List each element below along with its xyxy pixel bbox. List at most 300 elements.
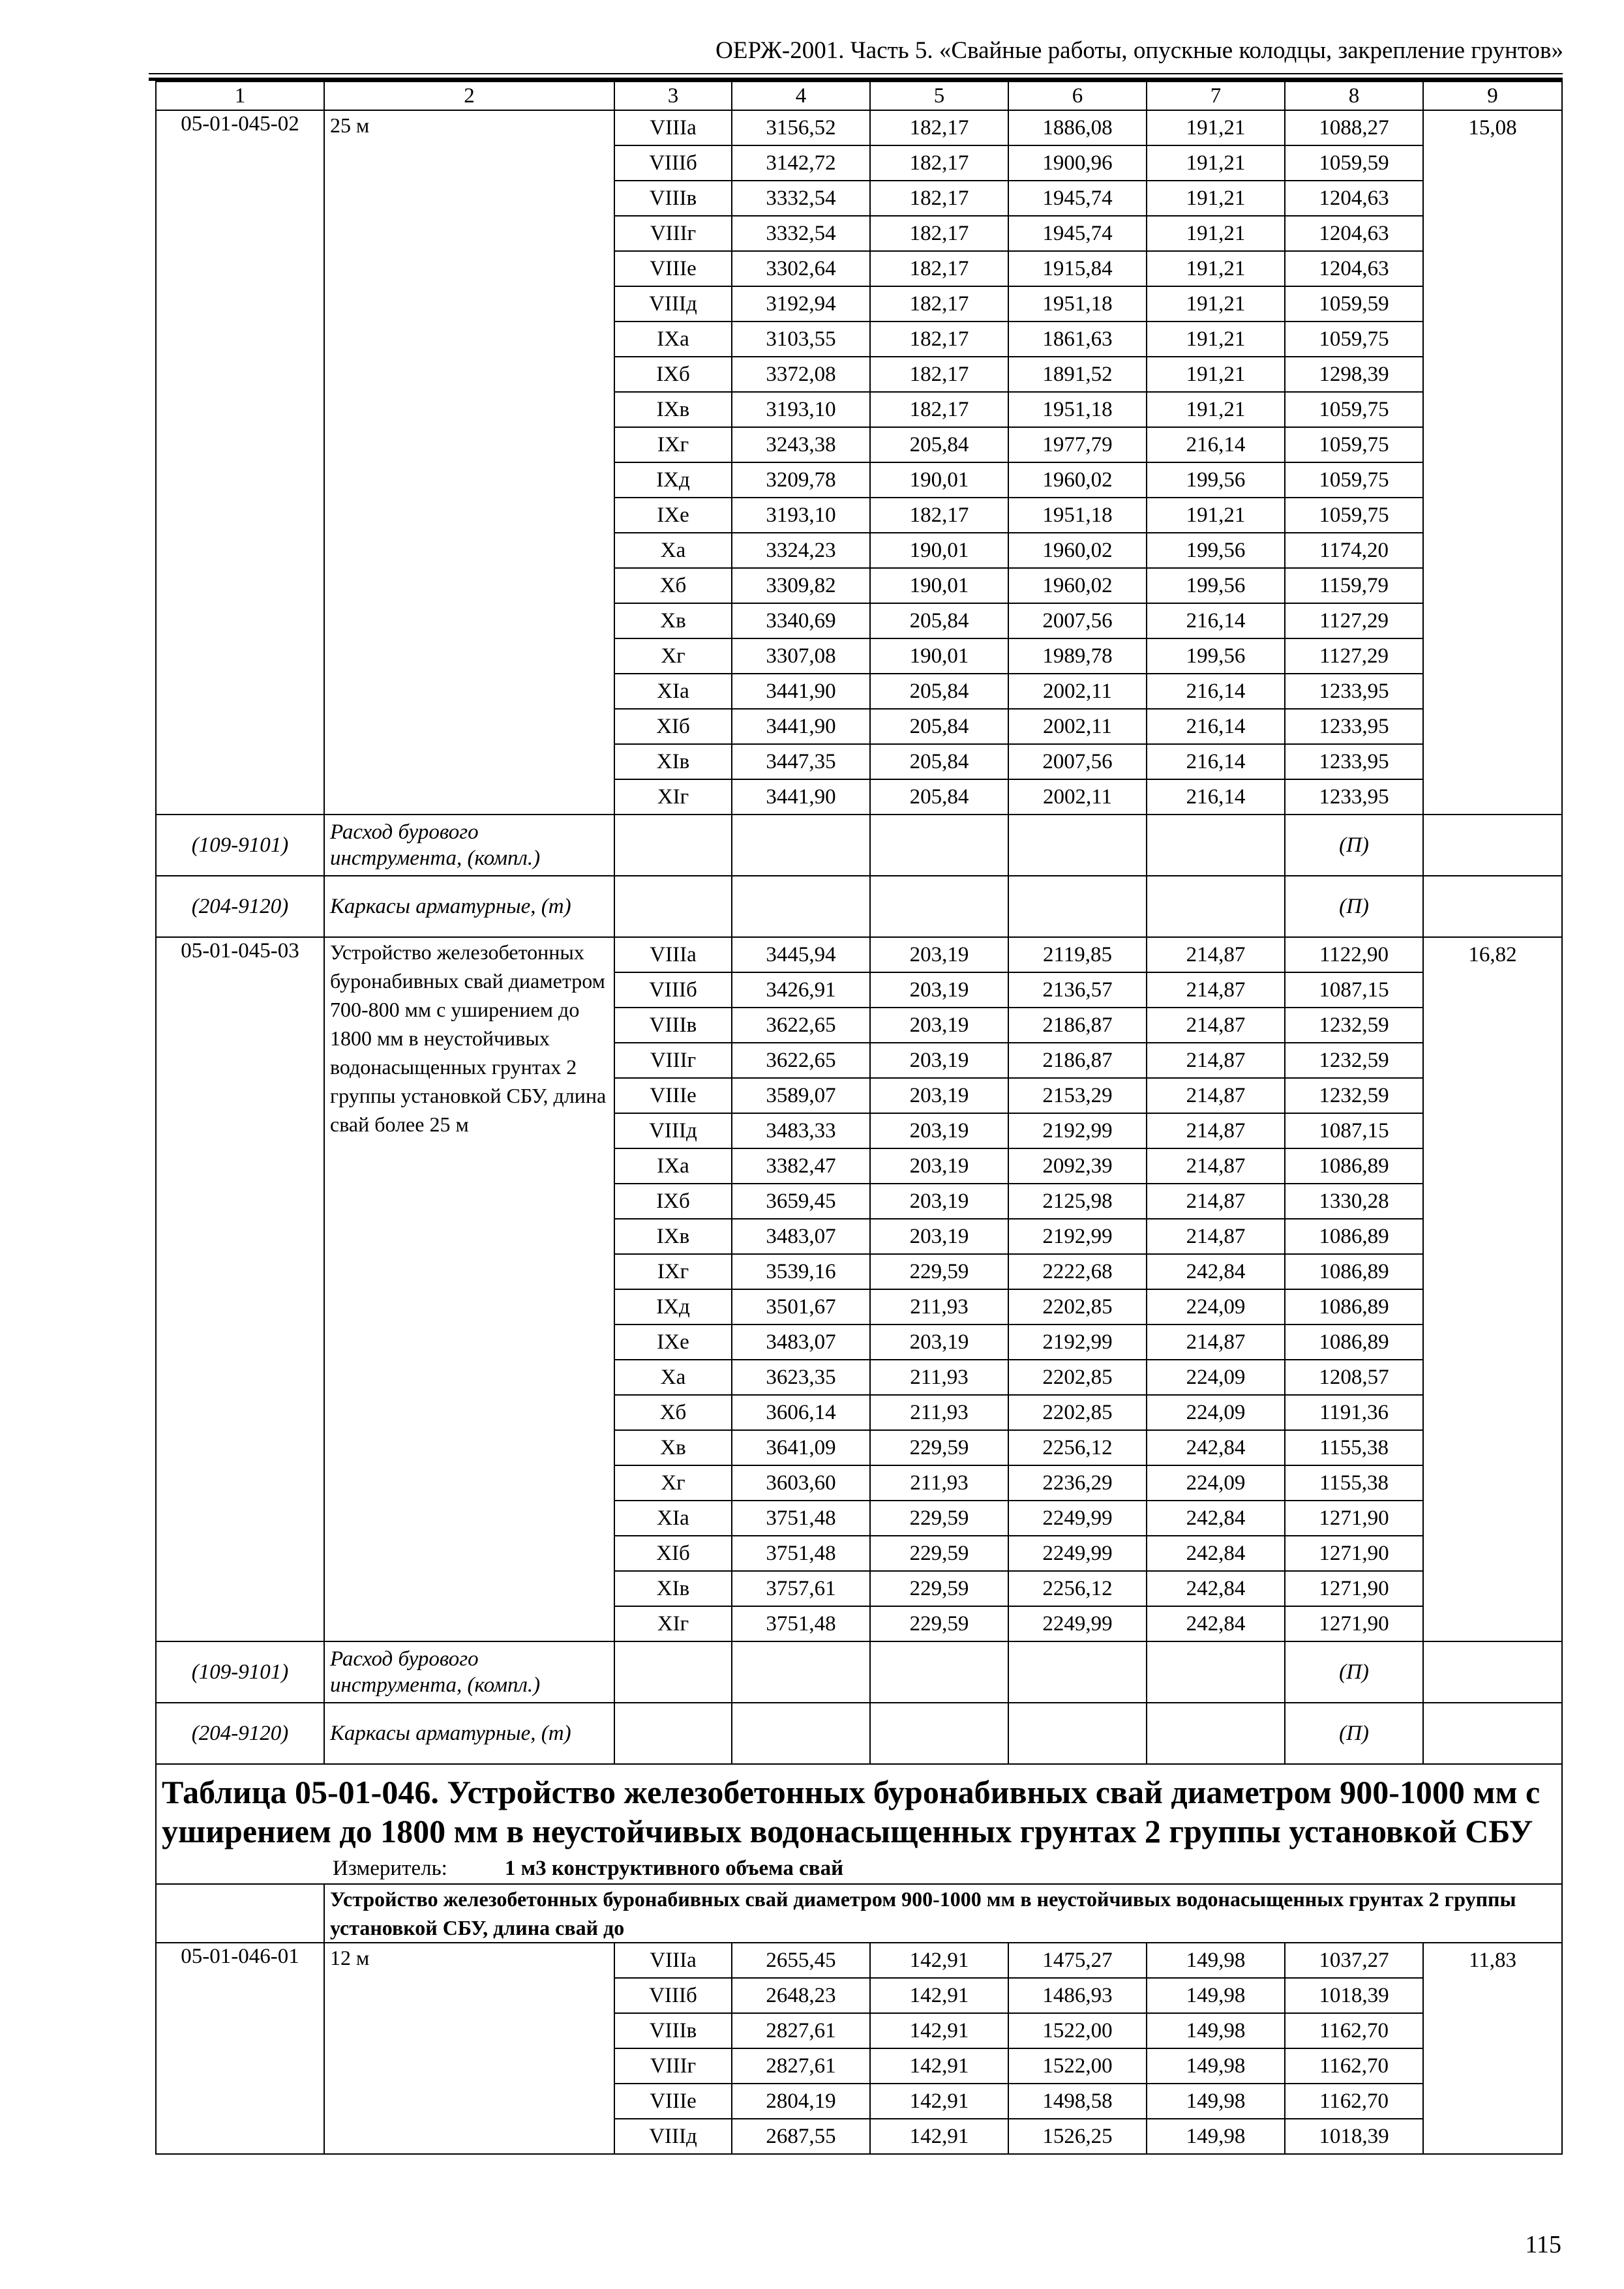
value-cell: 1162,70 [1285,2013,1423,2048]
category-cell: Xв [614,1430,732,1465]
value-cell: 199,56 [1147,462,1285,498]
material-row [156,1703,1562,1764]
value-cell: 182,17 [870,498,1008,533]
value-cell: 2827,61 [732,2013,870,2048]
value-cell: 190,01 [870,568,1008,603]
material-name: Каркасы арматурные, (т) [324,876,614,937]
category-cell: VIIIг [614,2048,732,2084]
value-cell: 1271,90 [1285,1501,1423,1536]
value-cell: 1018,39 [1285,1978,1423,2013]
category-cell: Xа [614,533,732,568]
value-cell: 1233,95 [1285,674,1423,709]
category-cell: IXе [614,1324,732,1360]
value-cell: 224,09 [1147,1289,1285,1324]
value-cell: 191,21 [1147,357,1285,392]
value-cell: 229,59 [870,1254,1008,1289]
empty-cell [1008,1703,1147,1764]
value-cell: 1233,95 [1285,744,1423,779]
value-cell: 1526,25 [1008,2119,1147,2154]
value-cell: 149,98 [1147,1978,1285,2013]
category-cell: XIб [614,1536,732,1571]
value-cell: 2186,87 [1008,1008,1147,1043]
value-cell: 1232,59 [1285,1008,1423,1043]
value-cell: 1059,75 [1285,427,1423,462]
value-cell: 191,21 [1147,392,1285,427]
value-cell: 1891,52 [1008,357,1147,392]
value-cell: 214,87 [1147,1078,1285,1113]
value-cell: 1951,18 [1008,392,1147,427]
value-cell: 1087,15 [1285,972,1423,1008]
value-cell: 142,91 [870,1978,1008,2013]
material-code: (204-9120) [156,876,324,937]
value-cell: 3445,94 [732,937,870,972]
rate-code: 05-01-045-03 [156,937,324,1641]
category-cell: IXв [614,1219,732,1254]
value-cell: 3309,82 [732,568,870,603]
labor-cell: 15,08 [1423,110,1562,815]
value-cell: 191,21 [1147,181,1285,216]
empty-cell [870,1641,1008,1703]
value-cell: 2249,99 [1008,1606,1147,1641]
value-cell: 3483,07 [732,1324,870,1360]
category-cell: IXг [614,427,732,462]
value-cell: 1522,00 [1008,2048,1147,2084]
value-cell: 2202,85 [1008,1360,1147,1395]
value-cell: 1298,39 [1285,357,1423,392]
measure-value: 1 м3 конструктивного объема свай [504,1857,844,1880]
value-cell: 2007,56 [1008,744,1147,779]
value-cell: 1018,39 [1285,2119,1423,2154]
value-cell: 3441,90 [732,674,870,709]
value-cell: 2002,11 [1008,709,1147,744]
value-cell: 2256,12 [1008,1571,1147,1606]
measure-line [157,1853,1561,1883]
value-cell: 3659,45 [732,1184,870,1219]
category-cell: IXа [614,322,732,357]
material-name: Каркасы арматурные, (т) [324,1703,614,1764]
material-name: Расход бурового инструмента, (компл.) [324,1641,614,1703]
value-cell: 1498,58 [1008,2084,1147,2119]
empty-cell [1008,1641,1147,1703]
category-cell: VIIIд [614,1113,732,1148]
material-row [156,876,1562,937]
value-cell: 205,84 [870,744,1008,779]
category-cell: XIа [614,674,732,709]
value-cell: 3243,38 [732,427,870,462]
material-code: (204-9120) [156,1703,324,1764]
value-cell: 211,93 [870,1289,1008,1324]
category-cell: XIб [614,709,732,744]
value-cell: 3622,65 [732,1043,870,1078]
empty-cell [1008,815,1147,876]
value-cell: 1886,08 [1008,110,1147,145]
value-cell: 3539,16 [732,1254,870,1289]
empty-cell [732,1703,870,1764]
value-cell: 3332,54 [732,216,870,251]
value-cell: 3193,10 [732,498,870,533]
value-cell: 229,59 [870,1606,1008,1641]
value-cell: 1127,29 [1285,603,1423,638]
value-cell: 142,91 [870,2119,1008,2154]
value-cell: 191,21 [1147,145,1285,181]
value-cell: 203,19 [870,1219,1008,1254]
value-cell: 1086,89 [1285,1254,1423,1289]
material-mark: (П) [1285,815,1423,876]
value-cell: 3641,09 [732,1430,870,1465]
value-cell: 3340,69 [732,603,870,638]
value-cell: 1059,59 [1285,286,1423,322]
value-cell: 1960,02 [1008,462,1147,498]
value-cell: 3142,72 [732,145,870,181]
value-cell: 224,09 [1147,1395,1285,1430]
value-cell: 216,14 [1147,427,1285,462]
empty-cell [614,1641,732,1703]
category-cell: IXд [614,1289,732,1324]
value-cell: 3441,90 [732,779,870,815]
empty-cell [614,815,732,876]
measure-label: Измеритель: [333,1857,447,1880]
value-cell: 149,98 [1147,2048,1285,2084]
value-cell: 142,91 [870,2013,1008,2048]
empty-cell [1423,1641,1562,1703]
empty-cell [1423,1703,1562,1764]
value-cell: 3426,91 [732,972,870,1008]
empty-cell [732,876,870,937]
value-cell: 2002,11 [1008,674,1147,709]
value-cell: 3382,47 [732,1148,870,1184]
value-cell: 3302,64 [732,251,870,286]
value-cell: 214,87 [1147,1324,1285,1360]
value-cell: 2202,85 [1008,1289,1147,1324]
value-cell: 3751,48 [732,1501,870,1536]
value-cell: 1945,74 [1008,181,1147,216]
category-cell: IXв [614,392,732,427]
value-cell: 1155,38 [1285,1465,1423,1501]
category-cell: IXе [614,498,732,533]
category-cell: XIа [614,1501,732,1536]
value-cell: 1900,96 [1008,145,1147,181]
value-cell: 1233,95 [1285,709,1423,744]
table-row [156,110,1562,145]
empty-cell [156,1884,324,1943]
material-name: Расход бурового инструмента, (компл.) [324,815,614,876]
value-cell: 2648,23 [732,1978,870,2013]
value-cell: 190,01 [870,533,1008,568]
empty-cell [1147,1703,1285,1764]
value-cell: 242,84 [1147,1606,1285,1641]
category-cell: Xг [614,1465,732,1501]
value-cell: 3441,90 [732,709,870,744]
category-cell: VIIIв [614,2013,732,2048]
category-cell: XIв [614,744,732,779]
value-cell: 229,59 [870,1430,1008,1465]
column-number: 1 [156,82,324,110]
table-row [156,937,1562,972]
material-row [156,1641,1562,1703]
value-cell: 3623,35 [732,1360,870,1395]
value-cell: 1475,27 [1008,1943,1147,1978]
value-cell: 1059,75 [1285,498,1423,533]
value-cell: 1088,27 [1285,110,1423,145]
value-cell: 2007,56 [1008,603,1147,638]
value-cell: 149,98 [1147,2084,1285,2119]
value-cell: 211,93 [870,1465,1008,1501]
value-cell: 1522,00 [1008,2013,1147,2048]
value-cell: 242,84 [1147,1430,1285,1465]
category-cell: Xа [614,1360,732,1395]
value-cell: 1232,59 [1285,1078,1423,1113]
value-cell: 3324,23 [732,533,870,568]
value-cell: 214,87 [1147,1184,1285,1219]
value-cell: 149,98 [1147,2013,1285,2048]
value-cell: 142,91 [870,2048,1008,2084]
empty-cell [870,815,1008,876]
category-cell: VIIIв [614,181,732,216]
value-cell: 182,17 [870,216,1008,251]
value-cell: 1960,02 [1008,568,1147,603]
value-cell: 2687,55 [732,2119,870,2154]
value-cell: 3757,61 [732,1571,870,1606]
value-cell: 203,19 [870,1078,1008,1113]
labor-cell: 16,82 [1423,937,1562,1641]
value-cell: 1271,90 [1285,1536,1423,1571]
material-mark: (П) [1285,1703,1423,1764]
empty-cell [1147,876,1285,937]
value-cell: 1204,63 [1285,251,1423,286]
value-cell: 1271,90 [1285,1606,1423,1641]
value-cell: 3622,65 [732,1008,870,1043]
value-cell: 1122,90 [1285,937,1423,972]
material-code: (109-9101) [156,1641,324,1703]
empty-cell [1147,1641,1285,1703]
value-cell: 1087,15 [1285,1113,1423,1148]
value-cell: 1951,18 [1008,286,1147,322]
value-cell: 199,56 [1147,638,1285,674]
value-cell: 2192,99 [1008,1324,1147,1360]
value-cell: 1951,18 [1008,498,1147,533]
subtitle-row [156,1884,1562,1943]
value-cell: 182,17 [870,357,1008,392]
value-cell: 242,84 [1147,1254,1285,1289]
value-cell: 142,91 [870,2084,1008,2119]
rate-name: Устройство железобетонных буронабивных свай диаметром 700-800 мм с уширением до 1800 мм в неустойчивых водонасыщенных грунтах 2 группы установкой СБУ, длина свай более 25 м [324,937,614,1641]
value-cell: 3193,10 [732,392,870,427]
value-cell: 1086,89 [1285,1289,1423,1324]
value-cell: 199,56 [1147,533,1285,568]
empty-cell [870,876,1008,937]
value-cell: 1915,84 [1008,251,1147,286]
value-cell: 1233,95 [1285,779,1423,815]
value-cell: 191,21 [1147,110,1285,145]
category-cell: IXб [614,1184,732,1219]
empty-cell [732,815,870,876]
value-cell: 1086,89 [1285,1219,1423,1254]
value-cell: 214,87 [1147,1008,1285,1043]
value-cell: 1977,79 [1008,427,1147,462]
value-cell: 3332,54 [732,181,870,216]
value-cell: 3209,78 [732,462,870,498]
rate-code: 05-01-046-01 [156,1943,324,2154]
table-row [156,1943,1562,1978]
empty-cell [614,1703,732,1764]
value-cell: 242,84 [1147,1536,1285,1571]
value-cell: 1162,70 [1285,2048,1423,2084]
category-cell: VIIIб [614,145,732,181]
value-cell: 2192,99 [1008,1219,1147,1254]
value-cell: 1861,63 [1008,322,1147,357]
value-cell: 3603,60 [732,1465,870,1501]
column-number: 2 [324,82,614,110]
value-cell: 2236,29 [1008,1465,1147,1501]
value-cell: 1127,29 [1285,638,1423,674]
column-number: 7 [1147,82,1285,110]
value-cell: 2153,29 [1008,1078,1147,1113]
category-cell: IXб [614,357,732,392]
value-cell: 2119,85 [1008,937,1147,972]
value-cell: 214,87 [1147,972,1285,1008]
empty-cell [614,876,732,937]
value-cell: 190,01 [870,638,1008,674]
value-cell: 211,93 [870,1395,1008,1430]
empty-cell [1147,815,1285,876]
value-cell: 3751,48 [732,1606,870,1641]
value-cell: 2655,45 [732,1943,870,1978]
column-number-row [156,82,1562,110]
value-cell: 3372,08 [732,357,870,392]
column-number: 6 [1008,82,1147,110]
value-cell: 191,21 [1147,251,1285,286]
value-cell: 205,84 [870,709,1008,744]
value-cell: 182,17 [870,286,1008,322]
value-cell: 203,19 [870,1148,1008,1184]
value-cell: 142,91 [870,1943,1008,1978]
category-cell: IXг [614,1254,732,1289]
value-cell: 229,59 [870,1571,1008,1606]
value-cell: 214,87 [1147,1043,1285,1078]
value-cell: 1232,59 [1285,1043,1423,1078]
value-cell: 2202,85 [1008,1395,1147,1430]
column-number: 5 [870,82,1008,110]
category-cell: VIIIе [614,2084,732,2119]
value-cell: 214,87 [1147,1219,1285,1254]
value-cell: 1330,28 [1285,1184,1423,1219]
value-cell: 203,19 [870,937,1008,972]
value-cell: 2186,87 [1008,1043,1147,1078]
value-cell: 199,56 [1147,568,1285,603]
category-cell: VIIIе [614,251,732,286]
value-cell: 149,98 [1147,2119,1285,2154]
material-code: (109-9101) [156,815,324,876]
value-cell: 3501,67 [732,1289,870,1324]
category-cell: XIв [614,1571,732,1606]
category-cell: XIг [614,1606,732,1641]
rate-name: 12 м [324,1943,614,2154]
price-table [155,81,1563,2155]
value-cell: 1486,93 [1008,1978,1147,2013]
category-cell: VIIIе [614,1078,732,1113]
subtitle: Устройство железобетонных буронабивных свай диаметром 900-1000 мм в неустойчивых водонасыщенных грунтах 2 группы установкой СБУ, длина свай до [324,1884,1562,1943]
value-cell: 1989,78 [1008,638,1147,674]
value-cell: 3192,94 [732,286,870,322]
value-cell: 2222,68 [1008,1254,1147,1289]
column-number: 8 [1285,82,1423,110]
value-cell: 2256,12 [1008,1430,1147,1465]
value-cell: 191,21 [1147,286,1285,322]
value-cell: 3103,55 [732,322,870,357]
value-cell: 3606,14 [732,1395,870,1430]
material-mark: (П) [1285,1641,1423,1703]
category-cell: VIIIа [614,110,732,145]
value-cell: 216,14 [1147,674,1285,709]
value-cell: 214,87 [1147,937,1285,972]
value-cell: 3307,08 [732,638,870,674]
value-cell: 224,09 [1147,1360,1285,1395]
value-cell: 1059,59 [1285,145,1423,181]
rate-name: 25 м [324,110,614,815]
value-cell: 182,17 [870,181,1008,216]
value-cell: 1271,90 [1285,1571,1423,1606]
value-cell: 2125,98 [1008,1184,1147,1219]
value-cell: 216,14 [1147,709,1285,744]
value-cell: 214,87 [1147,1148,1285,1184]
empty-cell [870,1703,1008,1764]
value-cell: 224,09 [1147,1465,1285,1501]
value-cell: 3447,35 [732,744,870,779]
value-cell: 3483,33 [732,1113,870,1148]
value-cell: 191,21 [1147,216,1285,251]
value-cell: 3751,48 [732,1536,870,1571]
value-cell: 1037,27 [1285,1943,1423,1978]
value-cell: 216,14 [1147,603,1285,638]
value-cell: 1162,70 [1285,2084,1423,2119]
category-cell: IXд [614,462,732,498]
value-cell: 203,19 [870,1184,1008,1219]
value-cell: 229,59 [870,1501,1008,1536]
value-cell: 203,19 [870,1324,1008,1360]
value-cell: 3156,52 [732,110,870,145]
value-cell: 182,17 [870,251,1008,286]
value-cell: 2136,57 [1008,972,1147,1008]
value-cell: 2092,39 [1008,1148,1147,1184]
value-cell: 203,19 [870,972,1008,1008]
rate-code: 05-01-045-02 [156,110,324,815]
table-body [156,82,1562,2154]
value-cell: 191,21 [1147,322,1285,357]
category-cell: IXа [614,1148,732,1184]
category-cell: VIIIд [614,286,732,322]
category-cell: VIIIв [614,1008,732,1043]
value-cell: 190,01 [870,462,1008,498]
value-cell: 3483,07 [732,1219,870,1254]
category-cell: VIIIб [614,972,732,1008]
category-cell: VIIIг [614,1043,732,1078]
value-cell: 1086,89 [1285,1148,1423,1184]
value-cell: 182,17 [870,110,1008,145]
value-cell: 2249,99 [1008,1501,1147,1536]
value-cell: 205,84 [870,779,1008,815]
column-number: 3 [614,82,732,110]
value-cell: 1945,74 [1008,216,1147,251]
value-cell: 2827,61 [732,2048,870,2084]
column-number: 9 [1423,82,1562,110]
value-cell: 1204,63 [1285,181,1423,216]
value-cell: 242,84 [1147,1571,1285,1606]
category-cell: Xг [614,638,732,674]
value-cell: 205,84 [870,427,1008,462]
value-cell: 1159,79 [1285,568,1423,603]
table-title-row [156,1764,1562,1884]
category-cell: Xб [614,568,732,603]
